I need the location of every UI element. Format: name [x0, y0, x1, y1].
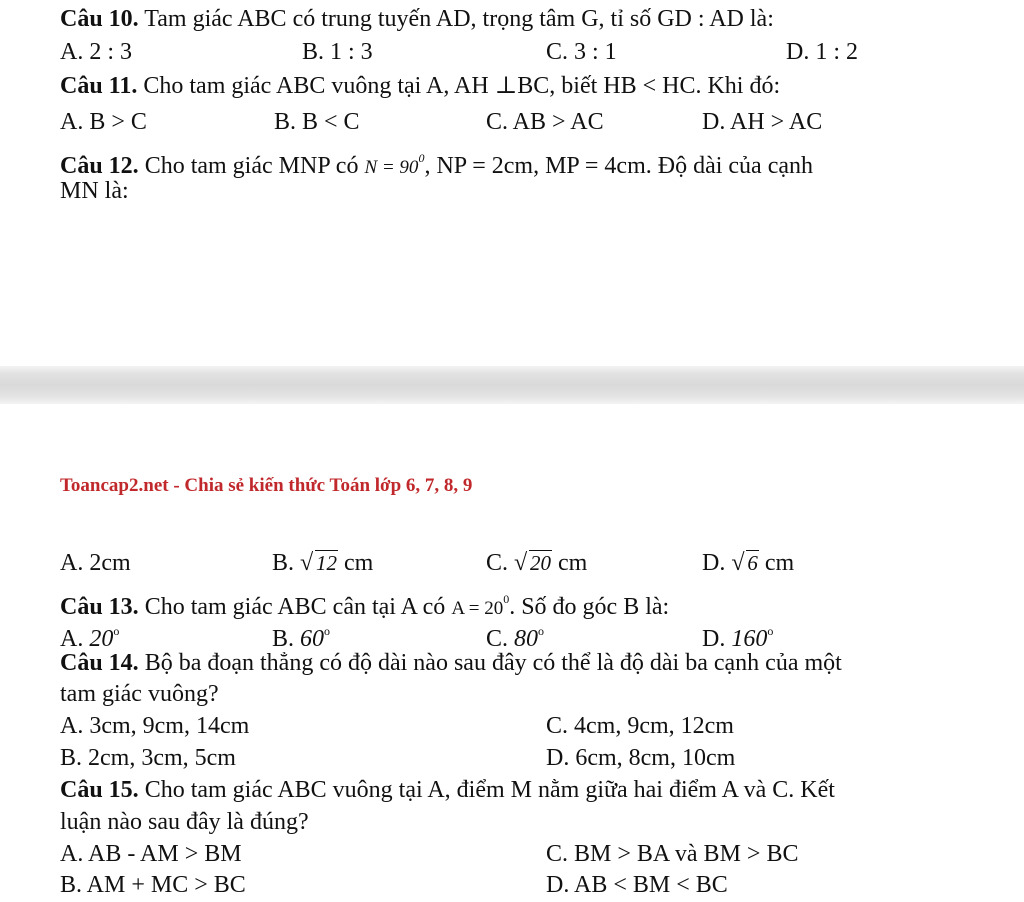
q13-option-b-value: 60 [300, 626, 325, 652]
q12-option-d-prefix: D. [702, 550, 726, 576]
q14-option-a: A. 3cm, 9cm, 14cm [60, 713, 250, 739]
q14-option-b: B. 2cm, 3cm, 5cm [60, 745, 236, 771]
q13-option-c-value: 80 [514, 626, 539, 652]
degree-sup: o [538, 624, 545, 638]
question-15-line2: luận nào sau đây là đúng? [60, 809, 309, 835]
degree-sup: o [767, 624, 774, 638]
question-12-text-post: , NP = 2cm, MP = 4cm. Độ dài của cạnh [424, 153, 813, 179]
question-13-text-pre: Cho tam giác ABC cân tại A có [144, 594, 446, 620]
q13-option-d-prefix: D. [702, 626, 726, 652]
q14-option-d: D. 6cm, 8cm, 10cm [546, 745, 736, 771]
q12-option-c-radicand: 20 [530, 551, 552, 575]
q11-option-d: D. AH > AC [702, 109, 823, 135]
q13-option-c-prefix: C. [486, 626, 509, 652]
question-14 [60, 648, 842, 678]
q12-option-c-unit: cm [558, 550, 588, 576]
q13-option-b-prefix: B. [272, 626, 295, 652]
question-11-text: Cho tam giác ABC vuông tại A, AH ⊥BC, biết HB < HC. Khi đó: [143, 73, 781, 99]
question-14-line2: tam giác vuông? [60, 681, 219, 707]
q11-option-a: A. B > C [60, 109, 147, 135]
q15-option-c: C. BM > BA và BM > BC [546, 841, 799, 867]
q12-option-d [702, 548, 794, 578]
question-12-condition [364, 151, 425, 178]
question-12-label: Câu 12. [60, 153, 139, 179]
q14-option-c: C. 4cm, 9cm, 12cm [546, 713, 734, 739]
page-break-divider [0, 366, 1024, 404]
question-12-text-pre: Cho tam giác MNP có [144, 153, 359, 179]
q11-option-c: C. AB > AC [486, 109, 604, 135]
q15-option-b: B. AM + MC > BC [60, 872, 246, 898]
q15-option-a: A. AB - AM > BM [60, 841, 242, 867]
sqrt-symbol: √ 12 [300, 550, 338, 576]
question-10-label: Câu 10. [60, 6, 139, 32]
q12-option-b-unit: cm [344, 550, 374, 576]
question-11 [60, 71, 780, 101]
degree-sup: 0 [418, 151, 425, 165]
q12-option-d-unit: cm [764, 550, 795, 576]
q12-option-b-prefix: B. [272, 550, 295, 576]
question-13-text-post: . Số đo góc B là: [509, 594, 670, 620]
degree-sup: 0 [503, 592, 510, 606]
q12-option-b [272, 548, 373, 578]
q10-option-a: A. 2 : 3 [60, 39, 132, 65]
sqrt-symbol: √ 6 [731, 550, 758, 576]
question-12-line2: MN là: [60, 178, 129, 204]
question-15-label: Câu 15. [60, 777, 139, 803]
q10-option-c: C. 3 : 1 [546, 39, 617, 65]
q12-option-c-prefix: C. [486, 550, 509, 576]
question-13 [60, 584, 669, 624]
q15-option-d: D. AB < BM < BC [546, 872, 728, 898]
q12-option-a: A. 2cm [60, 550, 131, 576]
q10-option-b: B. 1 : 3 [302, 39, 373, 65]
sqrt-symbol: √ 20 [514, 550, 552, 576]
question-10 [60, 4, 774, 34]
site-footer: Toancap2.net - Chia sẻ kiến thức Toán lớp 6, 7, 8, 9 [60, 475, 473, 496]
question-13-label: Câu 13. [60, 594, 139, 620]
question-13-condition-value: A = 20 [451, 598, 504, 619]
q13-option-d-value: 160 [731, 626, 768, 652]
q13-option-a-prefix: A. [60, 626, 84, 652]
degree-sup: o [113, 624, 120, 638]
question-14-text: Bộ ba đoạn thẳng có độ dài nào sau đây có thể là độ dài ba cạnh của một [144, 650, 842, 676]
question-10-text: Tam giác ABC có trung tuyến AD, trọng tâm G, tỉ số GD : AD là: [144, 6, 774, 32]
question-14-label: Câu 14. [60, 650, 139, 676]
q11-option-b: B. B < C [274, 109, 360, 135]
question-12 [60, 143, 813, 183]
q12-option-c [486, 548, 587, 578]
question-15-text: Cho tam giác ABC vuông tại A, điểm M nằm giữa hai điểm A và C. Kết [144, 777, 835, 803]
question-11-label: Câu 11. [60, 73, 138, 99]
q10-option-d: D. 1 : 2 [786, 39, 858, 65]
q12-option-b-radicand: 12 [316, 551, 338, 575]
question-15 [60, 775, 835, 805]
q13-option-a-value: 20 [89, 626, 114, 652]
question-12-condition-value: N = 90 [364, 157, 419, 178]
degree-sup: o [324, 624, 331, 638]
q12-option-d-radicand: 6 [747, 551, 758, 575]
